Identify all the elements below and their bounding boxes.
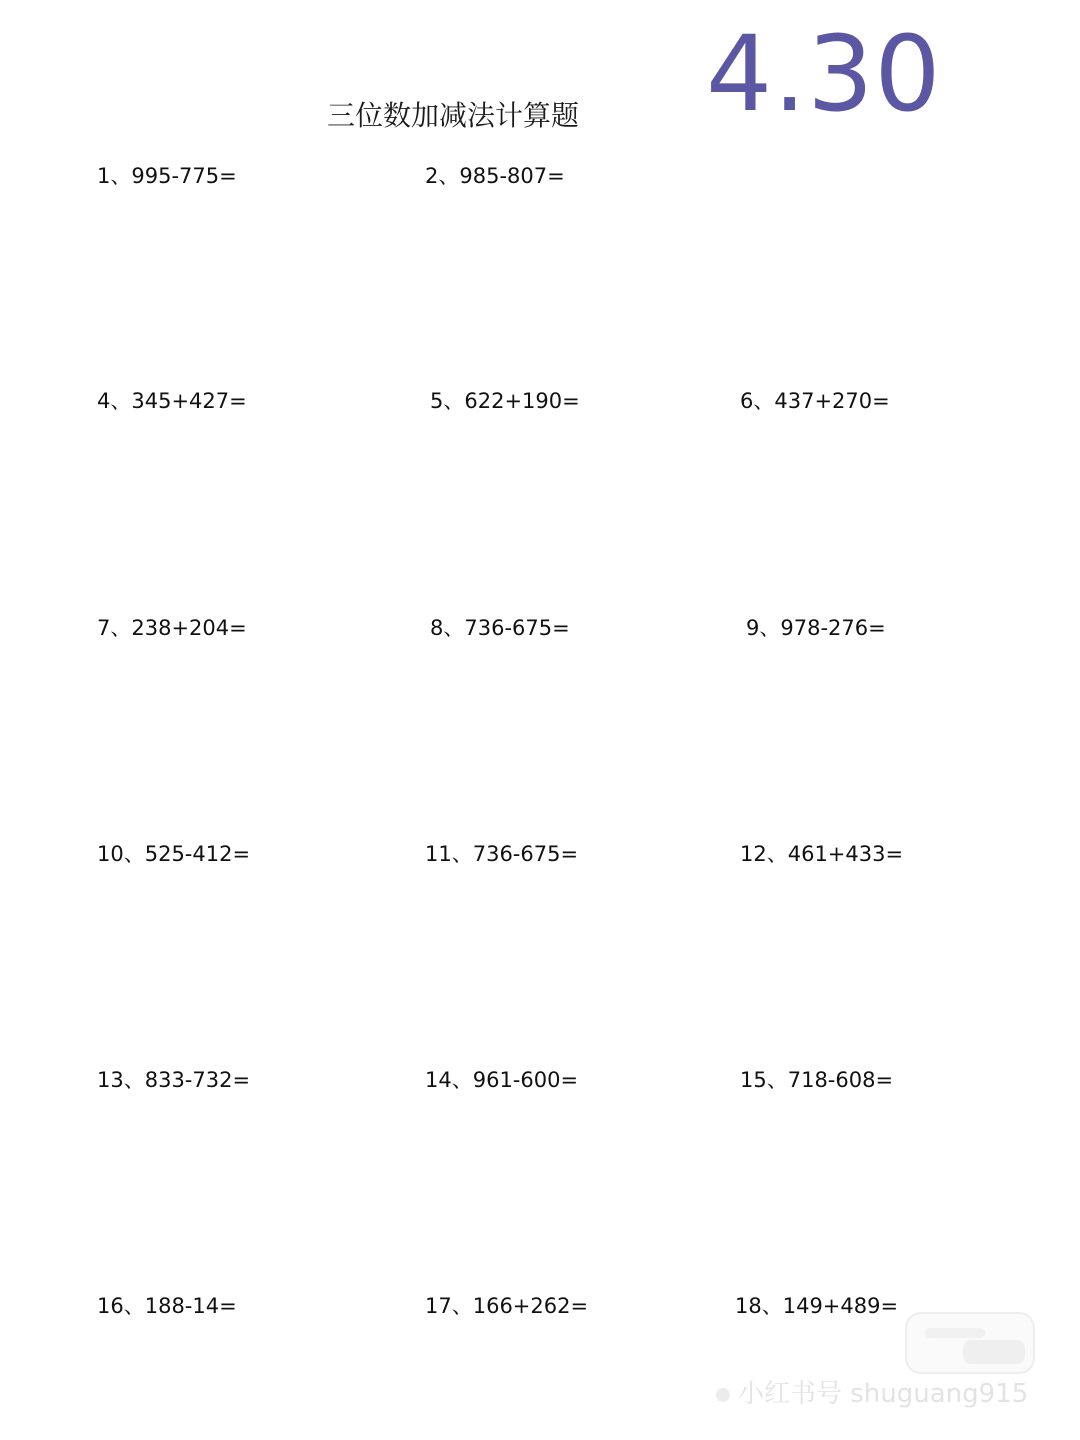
problem-10: 10、525-412=	[97, 842, 251, 866]
problem-7: 7、238+204=	[97, 616, 247, 640]
problem-2: 2、985-807=	[425, 164, 565, 188]
problem-17: 17、166+262=	[425, 1294, 589, 1318]
watermark-dot-icon	[716, 1388, 730, 1402]
xiaohongshu-logo-icon	[905, 1312, 1035, 1374]
problem-15: 15、718-608=	[740, 1068, 894, 1092]
worksheet-title: 三位数加减法计算题	[327, 99, 580, 132]
problem-4: 4、345+427=	[97, 389, 247, 413]
problem-16: 16、188-14=	[97, 1294, 237, 1318]
problem-5: 5、622+190=	[430, 389, 580, 413]
problem-6: 6、437+270=	[740, 389, 890, 413]
problem-18: 18、149+489=	[735, 1294, 899, 1318]
problem-11: 11、736-675=	[425, 842, 579, 866]
problem-12: 12、461+433=	[740, 842, 904, 866]
problem-14: 14、961-600=	[425, 1068, 579, 1092]
problem-9: 9、978-276=	[746, 616, 886, 640]
problem-8: 8、736-675=	[430, 616, 570, 640]
date-stamp: 4.30	[706, 13, 942, 135]
problem-1: 1、995-775=	[97, 164, 237, 188]
problem-13: 13、833-732=	[97, 1068, 251, 1092]
watermark-text: 小红书号 shuguang915	[738, 1379, 1029, 1409]
